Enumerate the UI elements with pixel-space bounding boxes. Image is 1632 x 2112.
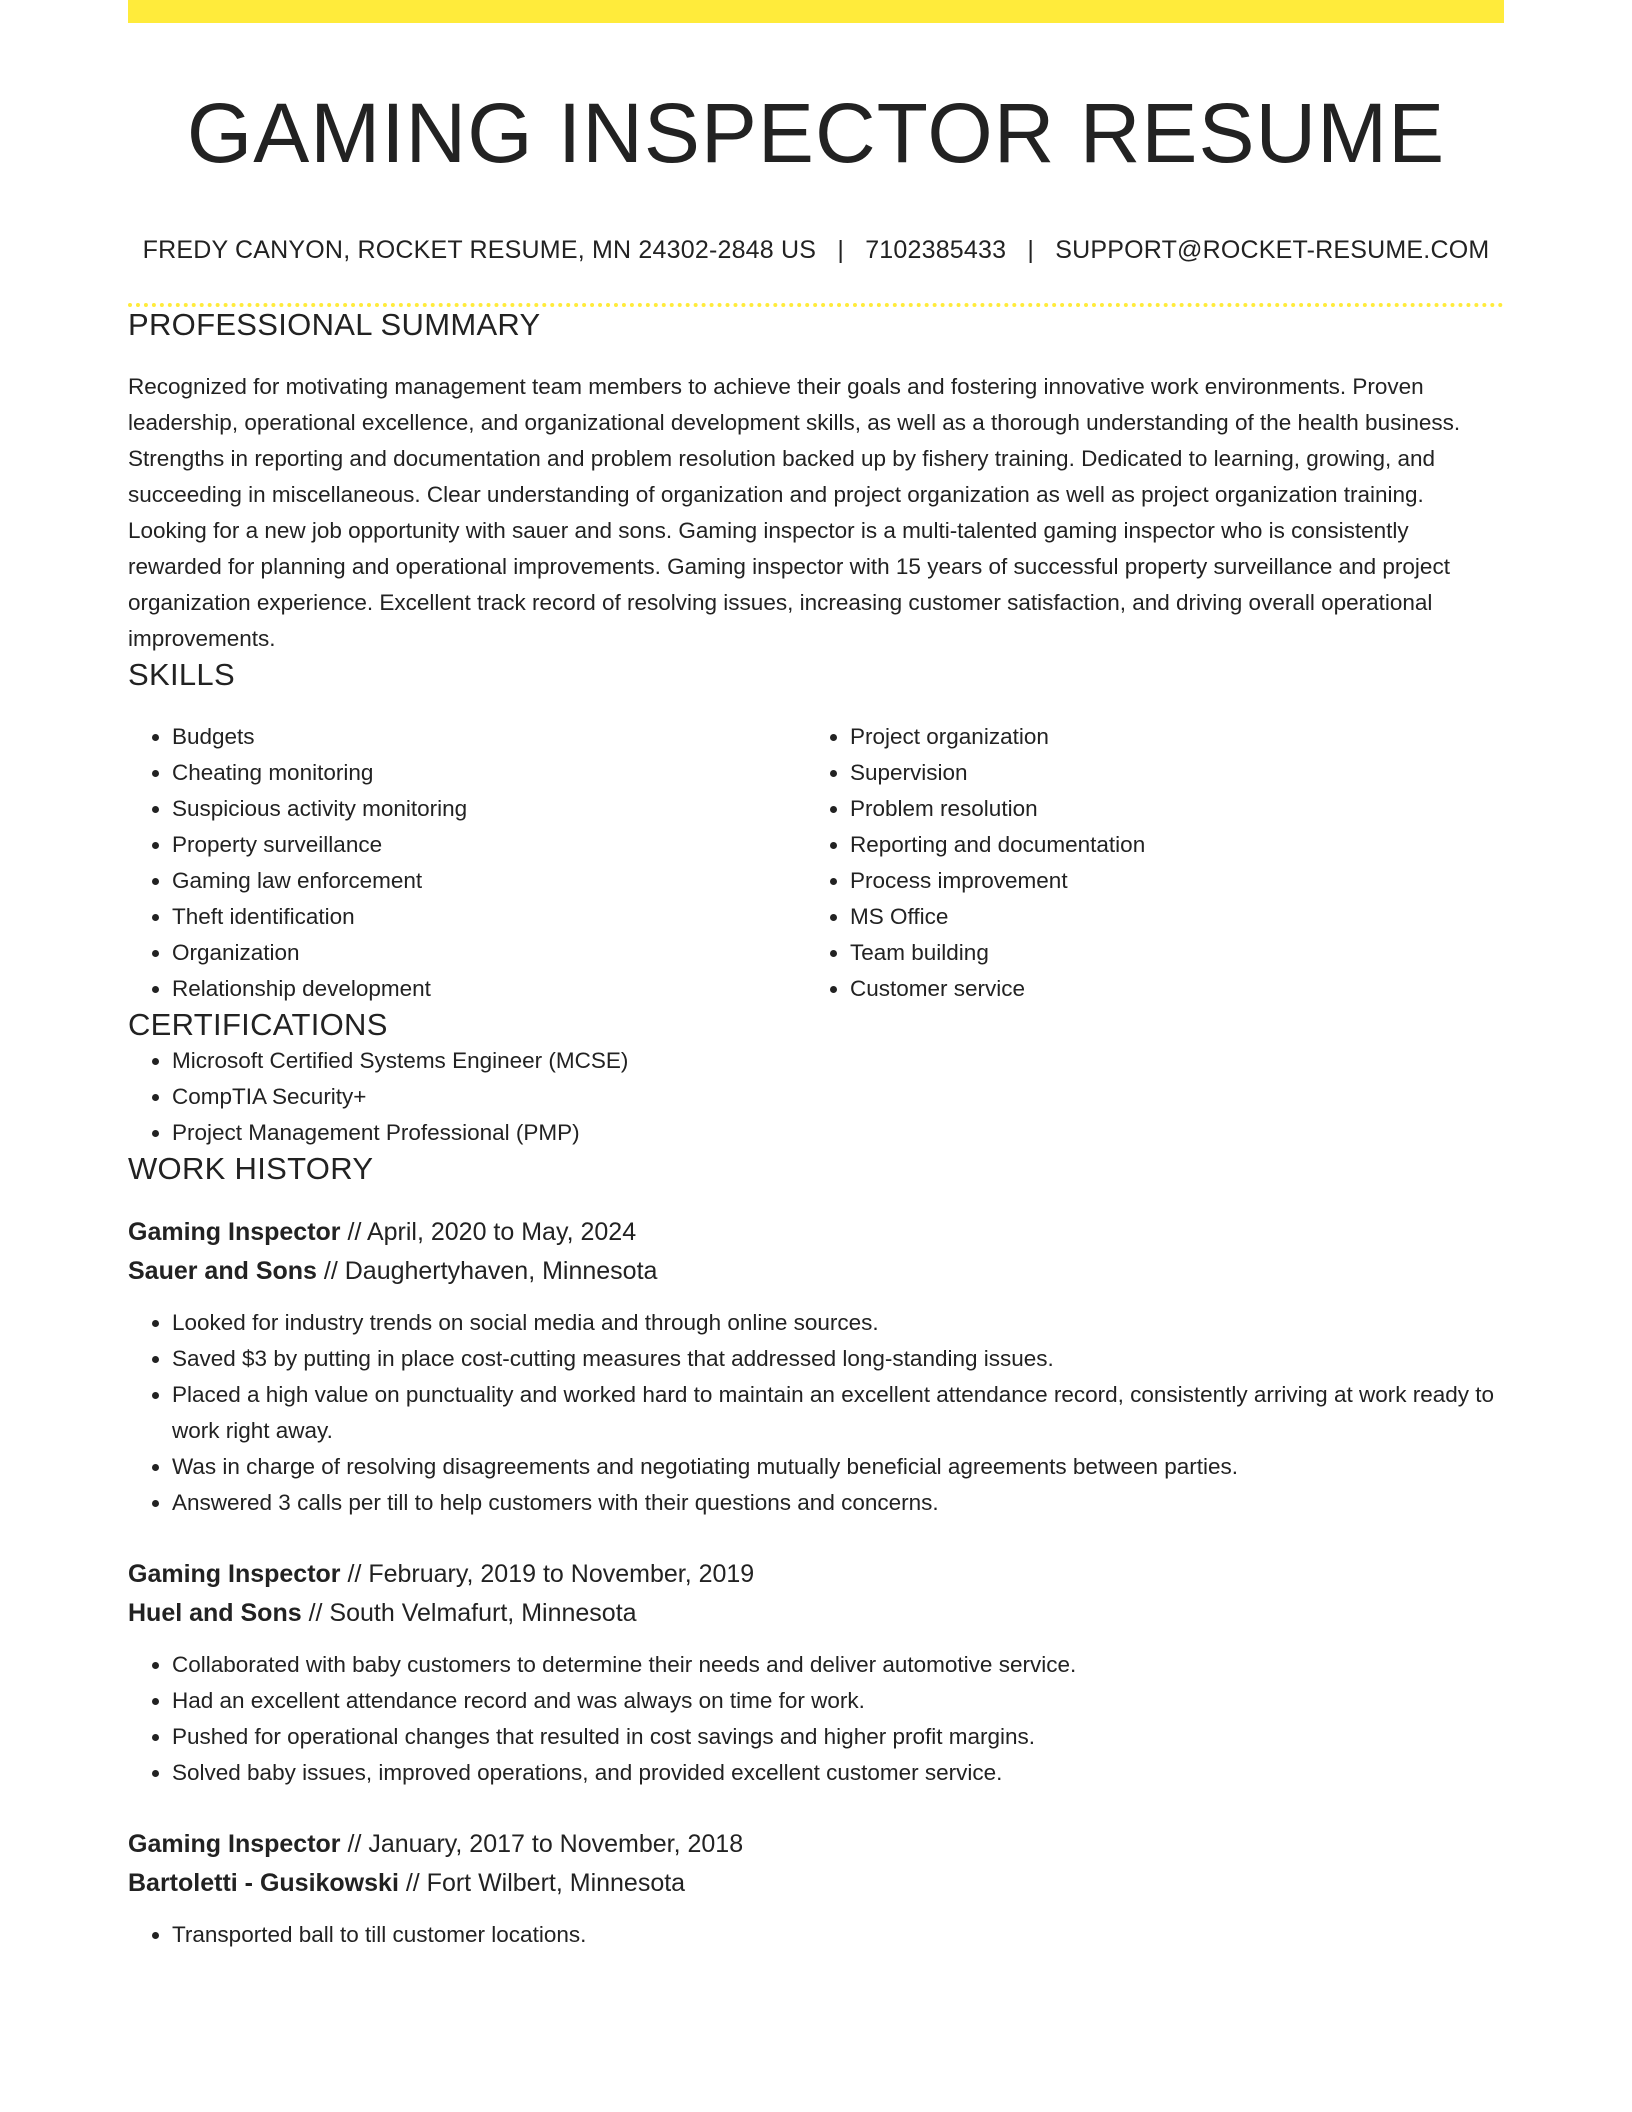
job-title-line — [128, 1555, 1504, 1594]
job-title: Gaming Inspector — [128, 1829, 341, 1858]
job-bullet: • Had an excellent attendance record and was always on time for work. — [172, 1683, 1504, 1719]
accent-top-bar — [128, 0, 1504, 23]
skill-item: • Organization — [172, 935, 806, 971]
job-bullet: • Collaborated with baby customers to determine their needs and deliver automotive service. — [172, 1647, 1504, 1683]
certifications-heading: CERTIFICATIONS — [128, 1006, 388, 1042]
certification-item: • CompTIA Security+ — [172, 1079, 1504, 1115]
job-entry — [128, 1825, 1504, 1953]
skill-item: • Gaming law enforcement — [172, 863, 806, 899]
certification-item: • Project Management Professional (PMP) — [172, 1115, 1504, 1151]
job-bullet: • Placed a high value on punctuality and worked hard to maintain an excellent attendance record, consistently arriving at work ready to work right away. — [172, 1377, 1504, 1449]
job-bullet: • Transported ball to till customer locations. — [172, 1917, 1504, 1953]
job-title-line — [128, 1213, 1504, 1252]
job-bullets — [128, 1647, 1504, 1791]
work-history-section — [128, 1151, 1504, 1953]
contact-line — [128, 236, 1504, 265]
job-bullet: • Answered 3 calls per till to help customers with their questions and concerns. — [172, 1485, 1504, 1521]
skill-item: • Problem resolution — [850, 791, 1484, 827]
contact-separator: | — [837, 235, 845, 264]
contact-phone: 7102385433 — [865, 235, 1007, 264]
job-bullets — [128, 1917, 1504, 1953]
job-location: // Fort Wilbert, Minnesota — [398, 1868, 686, 1897]
certifications-list — [128, 1043, 1504, 1151]
skills-list-left — [128, 719, 806, 1007]
skill-item: • Budgets — [172, 719, 806, 755]
contact-address: FREDY CANYON, ROCKET RESUME, MN 24302-2848 US — [142, 235, 817, 264]
job-location: // Daughertyhaven, Minnesota — [316, 1256, 658, 1285]
skills-heading: SKILLS — [128, 656, 235, 692]
job-title: Gaming Inspector — [128, 1217, 341, 1246]
skills-columns — [128, 719, 1504, 1007]
job-bullet: • Saved $3 by putting in place cost-cutting measures that addressed long-standing issues. — [172, 1341, 1504, 1377]
skill-item: • Team building — [850, 935, 1484, 971]
job-entry — [128, 1555, 1504, 1791]
skill-item: • Cheating monitoring — [172, 755, 806, 791]
job-title-line — [128, 1825, 1504, 1864]
job-entry — [128, 1213, 1504, 1521]
job-bullet: • Was in charge of resolving disagreements and negotiating mutually beneficial agreements between parties. — [172, 1449, 1504, 1485]
job-bullet: • Looked for industry trends on social media and through online sources. — [172, 1305, 1504, 1341]
job-bullet: • Pushed for operational changes that resulted in cost savings and higher profit margins. — [172, 1719, 1504, 1755]
resume-page — [128, 0, 1504, 1953]
skill-item: • Suspicious activity monitoring — [172, 791, 806, 827]
certification-item: • Microsoft Certified Systems Engineer (MCSE) — [172, 1043, 1504, 1079]
contact-separator: | — [1027, 235, 1035, 264]
skill-item: • Supervision — [850, 755, 1484, 791]
skills-section — [128, 657, 1504, 1007]
job-company: Sauer and Sons — [128, 1256, 317, 1285]
certifications-section — [128, 1007, 1504, 1151]
job-dates: // April, 2020 to May, 2024 — [340, 1217, 637, 1246]
skill-item: • Reporting and documentation — [850, 827, 1484, 863]
skill-item: • MS Office — [850, 899, 1484, 935]
contact-email: SUPPORT@ROCKET-RESUME.COM — [1055, 235, 1490, 264]
job-location: // South Velmafurt, Minnesota — [301, 1598, 637, 1627]
job-company-line — [128, 1864, 1504, 1903]
job-dates: // February, 2019 to November, 2019 — [340, 1559, 755, 1588]
page-title: GAMING INSPECTOR RESUME — [186, 86, 1446, 180]
skill-item: • Theft identification — [172, 899, 806, 935]
job-company-line — [128, 1594, 1504, 1633]
summary-text: Recognized for motivating management team members to achieve their goals and fostering innovative work environments. Proven leadership, operational excellence, and organizational development skills, as well as a thorough understanding of the health business. Strengths in reporting and documentation and problem resolution backed up by fishery training. Dedicated to learning, growing, and succeeding in miscellaneous. Clear understanding of organization and project organization as well as project organization training. Looking for a new job opportunity with sauer and sons. Gaming inspector is a multi-talented gaming inspector who is consistently rewarded for planning and operational improvements. Gaming inspector with 15 years of successful property surveillance and project organization experience. Excellent track record of resolving issues, increasing customer satisfaction, and driving overall operational improvements. — [128, 373, 1461, 651]
job-dates: // January, 2017 to November, 2018 — [340, 1829, 744, 1858]
summary-heading: PROFESSIONAL SUMMARY — [128, 306, 541, 342]
skill-item: • Property surveillance — [172, 827, 806, 863]
summary-section — [128, 307, 1504, 657]
skills-list-right — [806, 719, 1484, 1007]
job-title: Gaming Inspector — [128, 1559, 341, 1588]
skill-item: • Customer service — [850, 971, 1484, 1007]
skill-item: • Process improvement — [850, 863, 1484, 899]
job-company: Bartoletti - Gusikowski — [128, 1868, 399, 1897]
skill-item: • Project organization — [850, 719, 1484, 755]
job-bullets — [128, 1305, 1504, 1521]
skill-item: • Relationship development — [172, 971, 806, 1007]
job-company: Huel and Sons — [128, 1598, 302, 1627]
job-company-line — [128, 1252, 1504, 1291]
work-history-heading: WORK HISTORY — [128, 1150, 374, 1186]
job-bullet: • Solved baby issues, improved operations, and provided excellent customer service. — [172, 1755, 1504, 1791]
